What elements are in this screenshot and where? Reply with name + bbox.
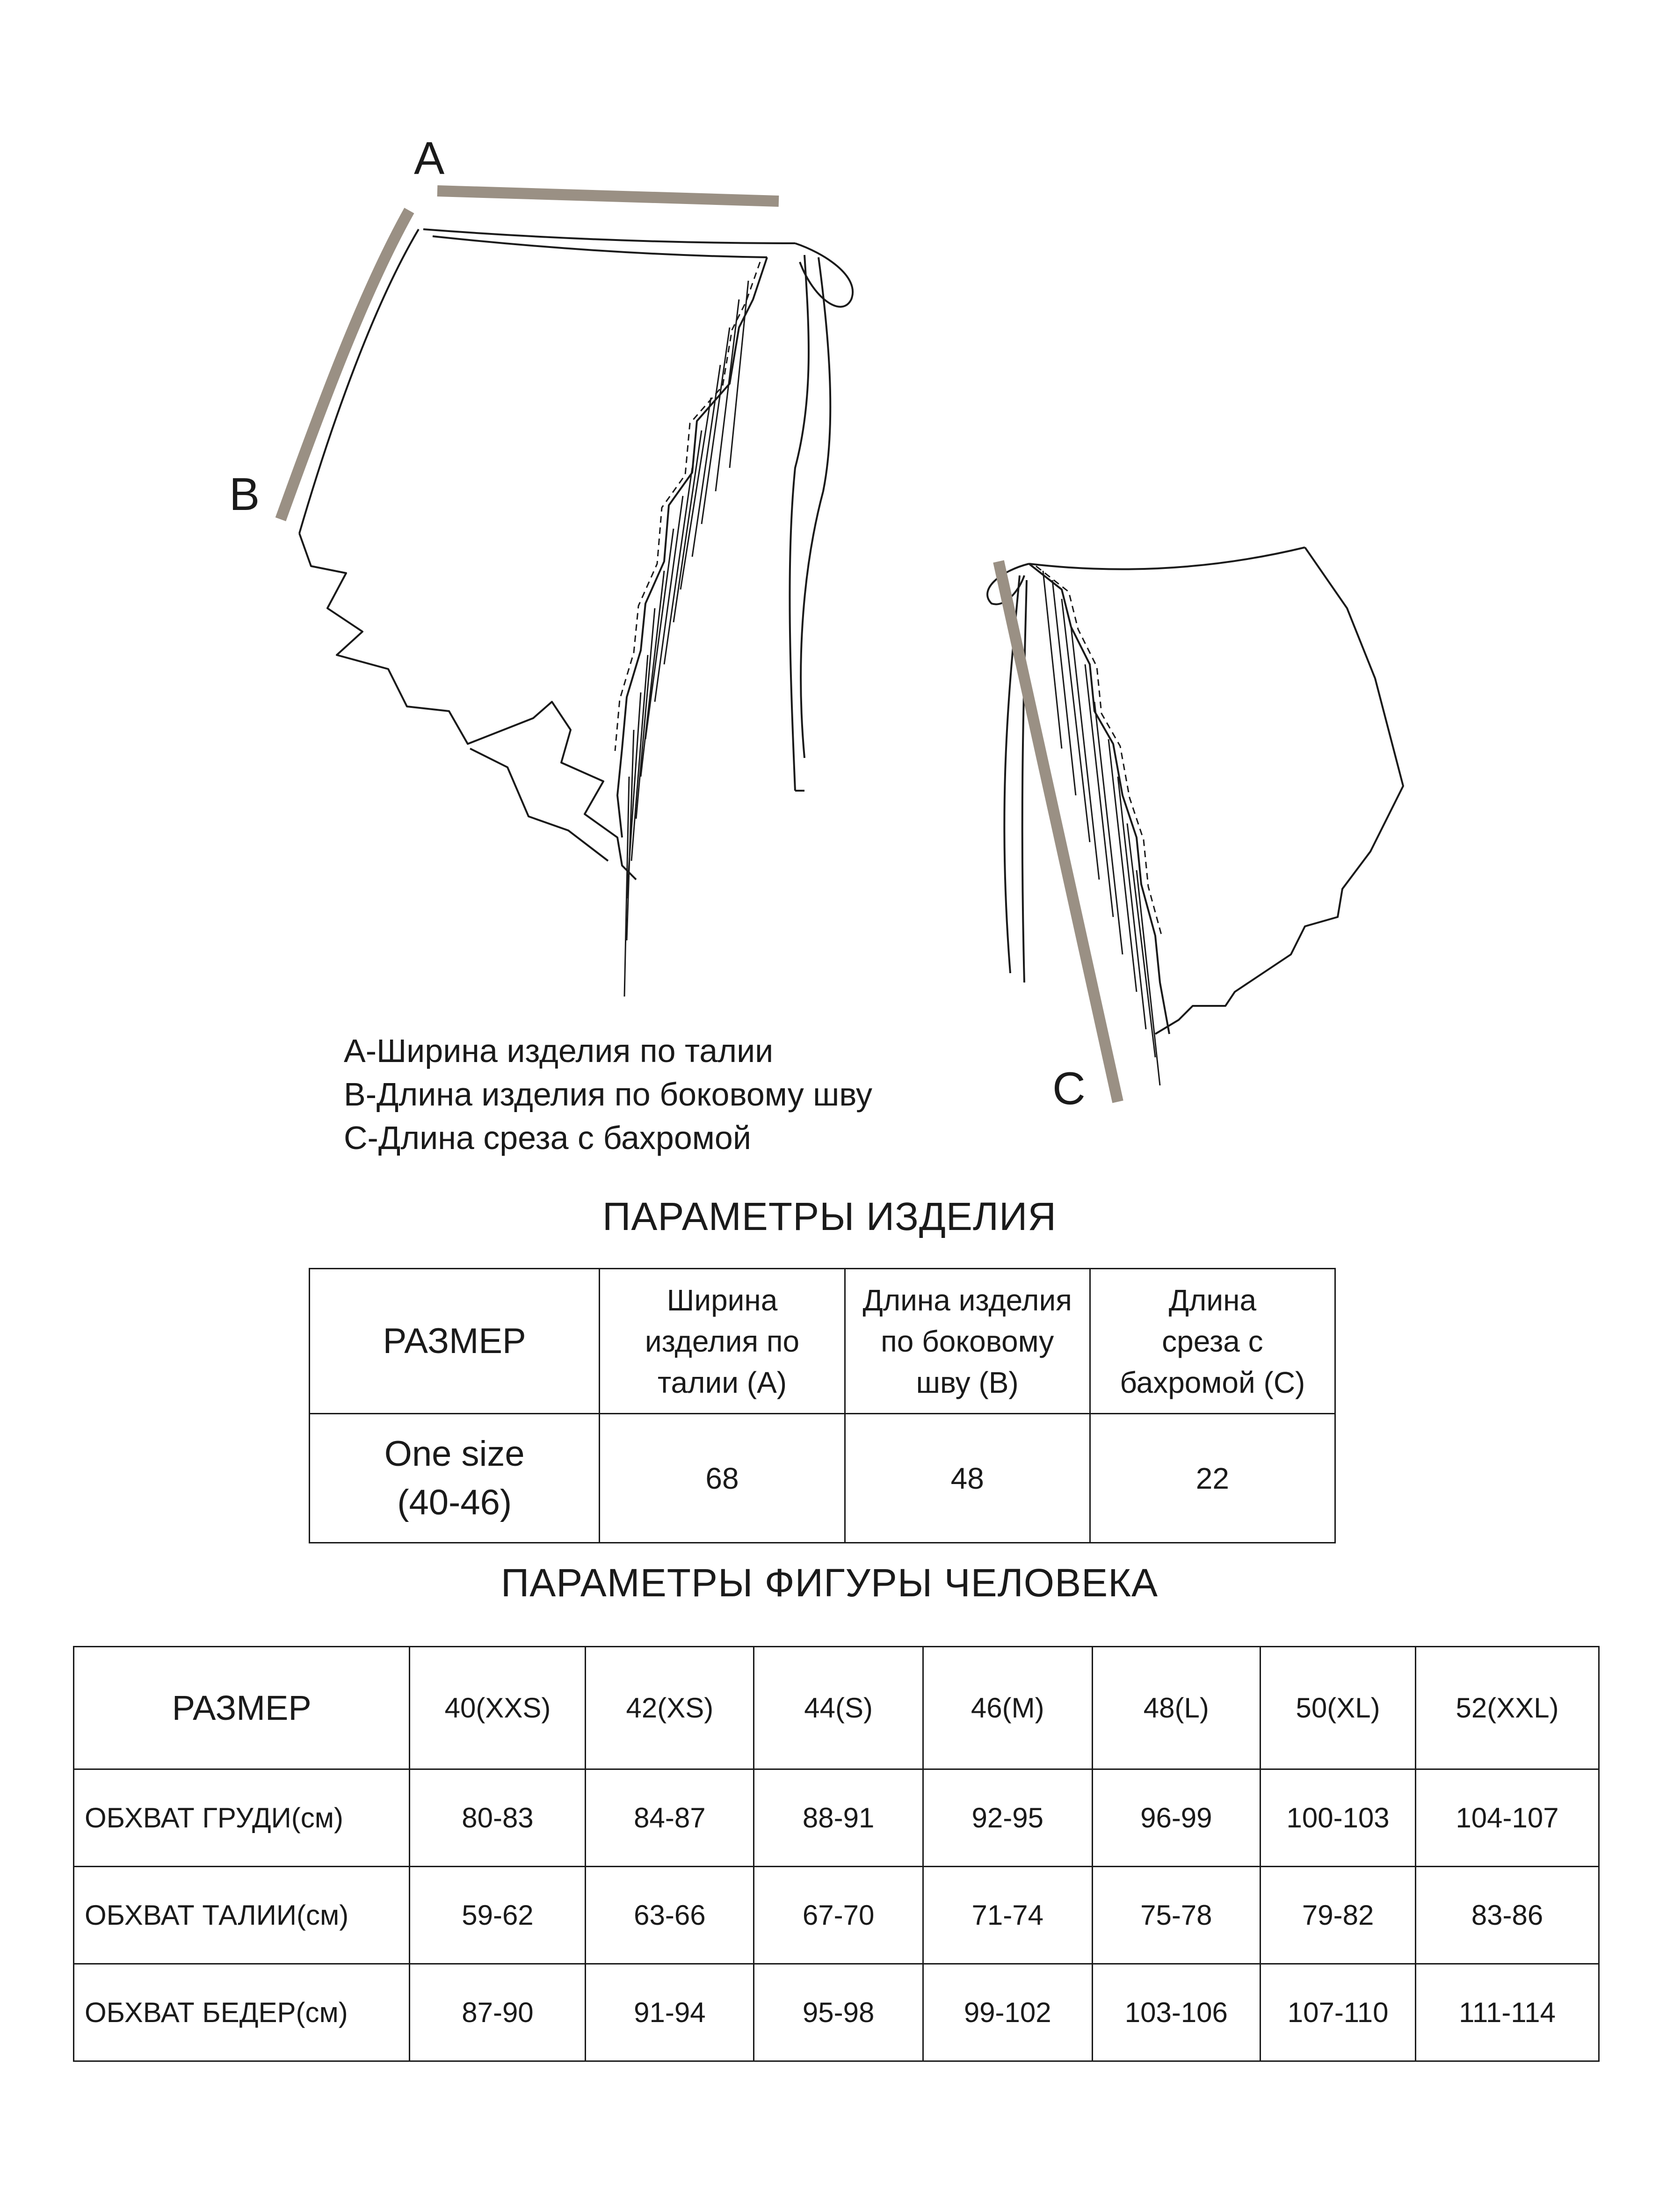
table-cell: 91-94 <box>586 1964 754 2061</box>
table-cell: 92-95 <box>923 1769 1092 1867</box>
size-header: 50(XL) <box>1261 1647 1416 1769</box>
measurement-legend <box>344 1029 872 1160</box>
table-cell: 71-74 <box>923 1867 1092 1964</box>
size-header: 48(L) <box>1092 1647 1261 1769</box>
table-row <box>310 1414 1335 1543</box>
table-cell: 84-87 <box>586 1769 754 1867</box>
table-header-row <box>310 1269 1335 1414</box>
figure-params-table <box>73 1646 1600 2062</box>
table-cell: 75-78 <box>1092 1867 1261 1964</box>
header-line: по боковому <box>881 1324 1054 1358</box>
header-fringe-length <box>1090 1269 1335 1414</box>
figure-params-title: ПАРАМЕТРЫ ФИГУРЫ ЧЕЛОВЕКА <box>500 1561 1159 1605</box>
header-line: среза с <box>1162 1324 1263 1358</box>
table-cell: 100-103 <box>1261 1769 1416 1867</box>
header-line: изделия по <box>645 1324 800 1358</box>
header-line: Длина <box>1168 1283 1257 1317</box>
table-cell: 63-66 <box>586 1867 754 1964</box>
table-cell: 80-83 <box>410 1769 586 1867</box>
product-params-title: ПАРАМЕТРЫ ИЗДЕЛИЯ <box>602 1194 1057 1238</box>
header-line: Ширина <box>666 1283 778 1317</box>
table-cell: 111-114 <box>1416 1964 1599 2061</box>
legend-item-b: B-Длина изделия по боковому шву <box>344 1076 872 1113</box>
table-cell: 87-90 <box>410 1964 586 2061</box>
label-a: A <box>414 132 445 184</box>
row-label-waist: ОБХВАТ ТАЛИИ(см) <box>74 1867 410 1964</box>
size-header: 40(XXS) <box>410 1647 586 1769</box>
skirt-front-view <box>299 229 853 997</box>
value-c: 22 <box>1090 1414 1335 1543</box>
header-size-text: РАЗМЕР <box>383 1321 526 1361</box>
size-header: 42(XS) <box>586 1647 754 1769</box>
value-a: 68 <box>600 1414 845 1543</box>
table-cell: 96-99 <box>1092 1769 1261 1867</box>
table-cell: 59-62 <box>410 1867 586 1964</box>
marker-c <box>999 561 1118 1102</box>
table-cell: 67-70 <box>754 1867 923 1964</box>
marker-a <box>437 191 779 201</box>
size-header: 46(M) <box>923 1647 1092 1769</box>
marker-b <box>281 211 409 519</box>
table-cell: 107-110 <box>1261 1964 1416 2061</box>
header-line: Длина изделия <box>862 1283 1072 1317</box>
size-value <box>310 1414 600 1543</box>
header-waist-width <box>600 1269 845 1414</box>
product-params-table <box>309 1268 1336 1543</box>
table-cell: 88-91 <box>754 1769 923 1867</box>
header-line: шву (В) <box>916 1365 1019 1399</box>
table-cell: 95-98 <box>754 1964 923 2061</box>
label-b: B <box>229 468 260 520</box>
value-b: 48 <box>845 1414 1090 1543</box>
table-cell: 79-82 <box>1261 1867 1416 1964</box>
size-line: (40-46) <box>397 1482 512 1522</box>
size-line: One size <box>384 1433 525 1474</box>
measurement-markers <box>281 191 1118 1102</box>
size-header: 44(S) <box>754 1647 923 1769</box>
header-side-length <box>845 1269 1090 1414</box>
header-size: РАЗМЕР <box>74 1647 410 1769</box>
legend-item-c: C-Длина среза с бахромой <box>344 1120 751 1156</box>
table-row <box>74 1769 1599 1867</box>
label-c: C <box>1052 1062 1086 1114</box>
table-row <box>74 1867 1599 1964</box>
row-label-hips: ОБХВАТ БЕДЕР(см) <box>74 1964 410 2061</box>
legend-item-a: A-Ширина изделия по талии <box>344 1033 774 1069</box>
header-size <box>310 1269 600 1414</box>
size-header: 52(XXL) <box>1416 1647 1599 1769</box>
table-row <box>74 1964 1599 2061</box>
table-cell: 103-106 <box>1092 1964 1261 2061</box>
table-cell: 99-102 <box>923 1964 1092 2061</box>
row-label-chest: ОБХВАТ ГРУДИ(см) <box>74 1769 410 1867</box>
table-header-row <box>74 1647 1599 1769</box>
table-cell: 104-107 <box>1416 1769 1599 1867</box>
header-line: бахромой (С) <box>1120 1365 1305 1399</box>
table-cell: 83-86 <box>1416 1867 1599 1964</box>
header-line: талии (А) <box>657 1365 787 1399</box>
